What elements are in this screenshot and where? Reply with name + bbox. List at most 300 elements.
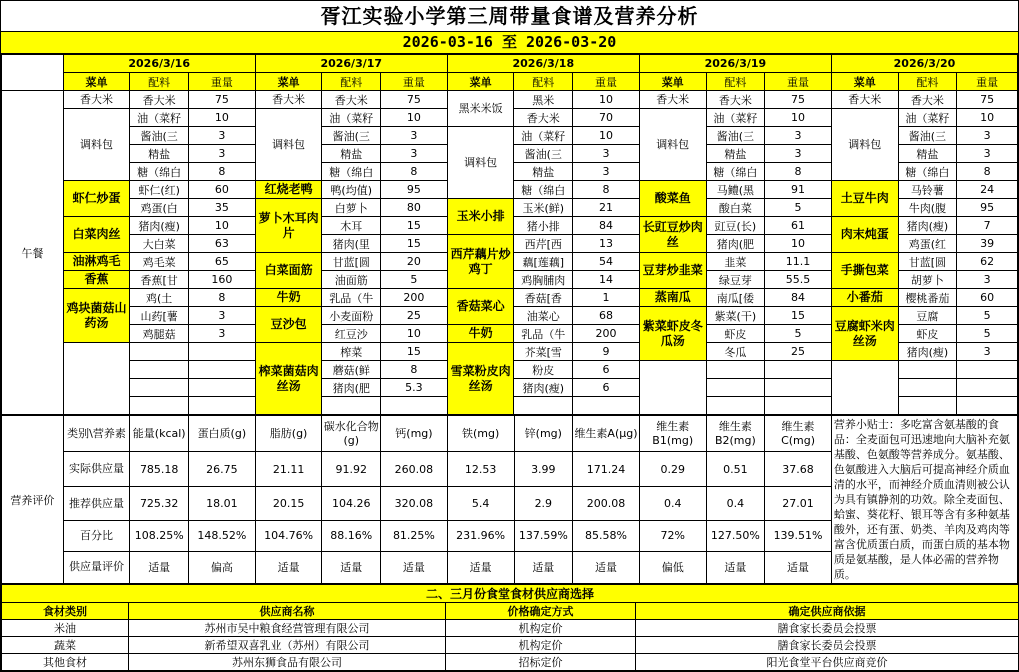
ingredient-cell: 油（菜籽 [706, 109, 765, 127]
nutrition-value: 104.76% [255, 521, 322, 551]
weight-cell: 75 [957, 91, 1018, 109]
weight-cell: 91 [765, 181, 832, 199]
ingredient-cell: 香大米 [706, 91, 765, 109]
dish-name: 豆芽炒韭菜 [639, 253, 706, 289]
weight-cell: 3 [188, 307, 255, 325]
nutrition-value: 81.25% [381, 521, 448, 551]
nutrition-value: 27.01 [765, 486, 832, 520]
nutrient-header: 脂肪(g) [255, 416, 322, 452]
weight-cell: 3 [573, 163, 640, 181]
ingredient-cell: 鸡毛菜 [130, 253, 189, 271]
dish-name: 萝卜木耳肉片 [255, 199, 322, 253]
ingredient-cell: 猪肉(肥 [322, 379, 381, 397]
col-ingredient: 配料 [898, 73, 957, 91]
supplier-cell: 阳光食堂平台供应商竞价 [636, 654, 1019, 671]
col-weight: 重量 [957, 73, 1018, 91]
dish-name: 长豇豆炒肉丝 [639, 217, 706, 253]
weight-cell: 5 [381, 271, 448, 289]
ingredient-cell: 马铃薯 [898, 181, 957, 199]
weight-cell: 68 [573, 307, 640, 325]
dish-name: 香大米 [639, 91, 706, 109]
ingredient-cell: 猪肉(肥 [706, 235, 765, 253]
ingredient-cell: 藕[莲藕] [514, 253, 573, 271]
nutrition-value: 85.58% [573, 521, 640, 551]
ingredient-cell: 糖（绵白 [322, 163, 381, 181]
ingredient-cell [130, 361, 189, 379]
weight-cell: 1 [573, 289, 640, 307]
supplier-header: 食材类别 [2, 603, 129, 620]
weight-cell: 6 [573, 361, 640, 379]
ingredient-cell: 糖（绵白 [514, 181, 573, 199]
ingredient-cell: 猪肉(瘦) [514, 379, 573, 397]
dish-name: 白菜面筋 [255, 253, 322, 289]
supplier-cell: 膳食家长委员会投票 [636, 637, 1019, 654]
ingredient-cell [706, 379, 765, 397]
dish-name [639, 361, 706, 415]
ingredient-cell: 香大米 [322, 91, 381, 109]
weight-cell: 5 [765, 325, 832, 343]
nutrition-value: 231.96% [447, 521, 514, 551]
nutrient-header: 维生素C(mg) [765, 416, 832, 452]
supplier-header: 价格确定方式 [446, 603, 636, 620]
dish-name: 香大米 [831, 91, 898, 109]
ingredient-cell: 豇豆(长) [706, 217, 765, 235]
col-dish: 菜单 [255, 73, 322, 91]
nutrition-value: 18.01 [189, 486, 256, 520]
ingredient-cell: 猪肉(瘦) [130, 217, 189, 235]
nutrition-value: 171.24 [573, 452, 640, 486]
dish-name: 调料包 [639, 109, 706, 181]
weight-cell: 65 [188, 253, 255, 271]
weight-cell: 8 [188, 163, 255, 181]
dish-name: 豆腐虾米肉丝汤 [831, 307, 898, 361]
ingredient-cell: 紫菜(干) [706, 307, 765, 325]
weight-cell: 61 [765, 217, 832, 235]
ingredient-cell: 虾皮 [898, 325, 957, 343]
ingredient-cell: 黑米 [514, 91, 573, 109]
col-dish: 菜单 [63, 73, 130, 91]
ingredient-cell: 木耳 [322, 217, 381, 235]
weight-cell [381, 397, 448, 415]
weight-cell: 10 [765, 109, 832, 127]
meal-label: 午餐 [2, 91, 64, 415]
nutrition-value: 21.11 [255, 452, 322, 486]
ingredient-cell: 白萝卜 [322, 199, 381, 217]
weight-cell: 3 [957, 145, 1018, 163]
weight-cell: 54 [573, 253, 640, 271]
nutrition-value: 偏低 [639, 551, 706, 583]
page-title: 胥江实验小学第三周带量食谱及营养分析 [1, 1, 1018, 32]
nutrition-value: 88.16% [322, 521, 381, 551]
ingredient-cell [322, 397, 381, 415]
date-range: 2026-03-16 至 2026-03-20 [1, 32, 1018, 54]
weight-cell: 3 [188, 145, 255, 163]
day-date: 2026/3/17 [255, 55, 447, 73]
ingredient-cell: 胡萝卜 [898, 271, 957, 289]
ingredient-cell: 糖（绵白 [706, 163, 765, 181]
weight-cell: 3 [957, 343, 1018, 361]
nutrient-header: 维生素B1(mg) [639, 416, 706, 452]
ingredient-cell [130, 397, 189, 415]
nutrition-value: 适量 [255, 551, 322, 583]
col-dish: 菜单 [639, 73, 706, 91]
ingredient-cell: 鸡(土 [130, 289, 189, 307]
nutrition-value: 72% [639, 521, 706, 551]
col-weight: 重量 [381, 73, 448, 91]
dish-name: 雪菜粉皮肉丝汤 [447, 343, 514, 415]
ingredient-cell [898, 397, 957, 415]
weight-cell: 10 [381, 109, 448, 127]
ingredient-cell: 豆腐 [898, 307, 957, 325]
ingredient-cell: 冬瓜 [706, 343, 765, 361]
weight-cell: 8 [765, 163, 832, 181]
weight-cell [573, 397, 640, 415]
weight-cell: 62 [957, 253, 1018, 271]
weight-cell: 3 [188, 325, 255, 343]
nutrition-value: 适量 [765, 551, 832, 583]
ingredient-cell: 玉米(鲜) [514, 199, 573, 217]
nutrition-value: 91.92 [322, 452, 381, 486]
col-weight: 重量 [765, 73, 832, 91]
ingredient-cell: 鸭(均值) [322, 181, 381, 199]
dish-name: 酸菜鱼 [639, 181, 706, 217]
supplier-table [1, 584, 1019, 671]
ingredient-cell: 红豆沙 [322, 325, 381, 343]
weight-cell: 75 [188, 91, 255, 109]
day-date: 2026/3/19 [639, 55, 831, 73]
weight-cell: 24 [957, 181, 1018, 199]
dish-name: 红烧老鸭 [255, 181, 322, 199]
nutrition-value: 0.4 [706, 486, 765, 520]
nutrition-value: 适量 [706, 551, 765, 583]
nutrition-value: 适量 [381, 551, 448, 583]
supplier-header: 确定供应商依据 [636, 603, 1019, 620]
ingredient-cell: 酱油(三 [706, 127, 765, 145]
weight-cell: 14 [573, 271, 640, 289]
nutrition-value: 725.32 [130, 486, 189, 520]
dish-name: 油淋鸡毛 [63, 253, 130, 271]
weight-cell: 3 [381, 145, 448, 163]
ingredient-cell: 酸白菜 [706, 199, 765, 217]
nutrition-value: 适量 [514, 551, 573, 583]
ingredient-cell: 香大米 [130, 91, 189, 109]
weight-cell [765, 397, 832, 415]
weight-cell: 8 [957, 163, 1018, 181]
weight-cell: 84 [765, 289, 832, 307]
nutrition-value: 0.4 [639, 486, 706, 520]
ingredient-cell: 油（菜籽 [898, 109, 957, 127]
nutrition-value: 适量 [322, 551, 381, 583]
dish-name: 香大米 [255, 91, 322, 109]
nutrition-value: 适量 [130, 551, 189, 583]
weight-cell: 8 [381, 163, 448, 181]
ingredient-cell: 油（菜籽 [514, 127, 573, 145]
ingredient-cell: 精盐 [322, 145, 381, 163]
nutrition-section-label: 营养评价 [2, 416, 64, 584]
nutrient-header: 铁(mg) [447, 416, 514, 452]
ingredient-cell: 猪肉(瘦) [898, 343, 957, 361]
day-date: 2026/3/16 [63, 55, 255, 73]
weight-cell: 25 [381, 307, 448, 325]
weight-cell: 60 [188, 181, 255, 199]
weight-cell: 55.5 [765, 271, 832, 289]
supplier-cell: 机构定价 [446, 620, 636, 637]
dish-name [831, 361, 898, 415]
weight-cell: 3 [765, 145, 832, 163]
dish-name: 调料包 [831, 109, 898, 181]
ingredient-cell: 猪小排 [514, 217, 573, 235]
ingredient-cell [706, 361, 765, 379]
dish-name: 牛奶 [447, 325, 514, 343]
ingredient-cell: 山药[薯 [130, 307, 189, 325]
weight-cell: 3 [381, 127, 448, 145]
weight-cell: 3 [765, 127, 832, 145]
nutrition-row-label: 推荐供应量 [63, 486, 130, 520]
dish-name: 虾仁炒蛋 [63, 181, 130, 217]
dish-name: 豆沙包 [255, 307, 322, 343]
weight-cell: 8 [188, 289, 255, 307]
weight-cell: 13 [573, 235, 640, 253]
weight-cell: 15 [381, 343, 448, 361]
ingredient-cell: 酱油(三 [130, 127, 189, 145]
nutrient-header: 锌(mg) [514, 416, 573, 452]
weight-cell: 95 [957, 199, 1018, 217]
dish-name: 黑米米饭 [447, 91, 514, 127]
ingredient-cell: 糖（绵白 [898, 163, 957, 181]
supplier-cell: 蔬菜 [2, 637, 129, 654]
dish-name: 土豆牛肉 [831, 181, 898, 217]
dish-name: 小番茄 [831, 289, 898, 307]
ingredient-cell: 西芹[西 [514, 235, 573, 253]
weight-cell: 3 [957, 127, 1018, 145]
nutrition-value: 137.59% [514, 521, 573, 551]
ingredient-cell: 糖（绵白 [130, 163, 189, 181]
weight-cell [765, 361, 832, 379]
weight-cell: 5.3 [381, 379, 448, 397]
nutrition-value: 104.26 [322, 486, 381, 520]
nutrition-value: 12.53 [447, 452, 514, 486]
nutrition-value: 127.50% [706, 521, 765, 551]
ingredient-cell: 牛肉(腹 [898, 199, 957, 217]
ingredient-cell: 猪肉(里 [322, 235, 381, 253]
weight-cell [188, 343, 255, 361]
col-weight: 重量 [573, 73, 640, 91]
weight-cell: 60 [957, 289, 1018, 307]
dish-name: 香大米 [63, 91, 130, 109]
ingredient-cell: 油菜心 [514, 307, 573, 325]
ingredient-cell: 酱油(三 [514, 145, 573, 163]
ingredient-cell: 香菇[香 [514, 289, 573, 307]
ingredient-cell [898, 379, 957, 397]
weight-cell: 9 [573, 343, 640, 361]
day-date: 2026/3/18 [447, 55, 639, 73]
nutrition-value: 0.29 [639, 452, 706, 486]
nutrition-value: 148.52% [189, 521, 256, 551]
ingredient-cell: 虾皮 [706, 325, 765, 343]
supplier-cell: 机构定价 [446, 637, 636, 654]
nutrition-row-label: 实际供应量 [63, 452, 130, 486]
weight-cell: 160 [188, 271, 255, 289]
col-dish: 菜单 [831, 73, 898, 91]
nutrient-header: 能量(kcal) [130, 416, 189, 452]
ingredient-cell: 马鳢(黑 [706, 181, 765, 199]
dish-name: 牛奶 [255, 289, 322, 307]
weight-cell: 7 [957, 217, 1018, 235]
ingredient-cell: 精盐 [898, 145, 957, 163]
ingredient-cell [706, 397, 765, 415]
ingredient-cell: 蘑菇(鲜 [322, 361, 381, 379]
ingredient-cell: 粉皮 [514, 361, 573, 379]
dish-name: 肉末炖蛋 [831, 217, 898, 253]
dish-name: 蒸南瓜 [639, 289, 706, 307]
nutrition-value: 26.75 [189, 452, 256, 486]
weight-cell: 15 [765, 307, 832, 325]
dish-name: 调料包 [447, 127, 514, 199]
weight-cell [188, 397, 255, 415]
meal-header-blank [2, 55, 64, 91]
weight-cell: 21 [573, 199, 640, 217]
nutrition-row-label: 供应量评价 [63, 551, 130, 583]
nutrition-header-label: 类别\营养素 [63, 416, 130, 452]
supplier-cell: 米油 [2, 620, 129, 637]
nutrient-header: 维生素B2(mg) [706, 416, 765, 452]
ingredient-cell: 南瓜[倭 [706, 289, 765, 307]
col-weight: 重量 [188, 73, 255, 91]
col-ingredient: 配料 [514, 73, 573, 91]
weight-cell: 10 [188, 109, 255, 127]
dish-name: 香蕉 [63, 271, 130, 289]
weight-cell: 200 [573, 325, 640, 343]
weight-cell [188, 379, 255, 397]
nutrition-value: 5.4 [447, 486, 514, 520]
ingredient-cell: 绿豆芽 [706, 271, 765, 289]
dish-name [63, 343, 130, 415]
ingredient-cell: 乳品（牛 [322, 289, 381, 307]
dish-name: 鸡块菌菇山药汤 [63, 289, 130, 343]
dish-name: 手撕包菜 [831, 253, 898, 289]
nutrition-tip: 营养小贴士：多吃富含氨基酸的食品：全麦面包可迅速地向大脑补充氨基酸、色氨酸等营养成分。氨基酸、色氨酸进入大脑后可提高神经介质血清的水平，而神经介质血清则被公认为具有镇静剂的功效。除全麦面包、蛤蜜、葵花籽、银耳等含有多种氨基酸外，还有蛋、奶类、羊肉及鸡肉等富含优质蛋白质，而蛋白质的基本物质是氨基酸，是人体必需的营养物质。 [831, 416, 1017, 584]
weight-cell: 84 [573, 217, 640, 235]
dish-name: 调料包 [255, 109, 322, 181]
ingredient-cell: 虾仁(红) [130, 181, 189, 199]
day-date: 2026/3/20 [831, 55, 1017, 73]
supplier-cell: 新希望双喜乳业（苏州）有限公司 [129, 637, 446, 654]
weight-cell: 10 [381, 325, 448, 343]
ingredient-cell: 榨菜 [322, 343, 381, 361]
menu-table [1, 54, 1018, 415]
nutrient-header: 钙(mg) [381, 416, 448, 452]
weight-cell: 70 [573, 109, 640, 127]
weight-cell: 6 [573, 379, 640, 397]
nutrition-value: 139.51% [765, 521, 832, 551]
weight-cell: 10 [765, 235, 832, 253]
weight-cell: 35 [188, 199, 255, 217]
ingredient-cell: 鸡胸脯肉 [514, 271, 573, 289]
nutrition-value: 偏高 [189, 551, 256, 583]
ingredient-cell: 香大米 [514, 109, 573, 127]
weight-cell: 10 [957, 109, 1018, 127]
col-ingredient: 配料 [706, 73, 765, 91]
col-ingredient: 配料 [322, 73, 381, 91]
supplier-cell: 膳食家长委员会投票 [636, 620, 1019, 637]
supplier-section-title: 二、三月份食堂食材供应商选择 [2, 585, 1019, 603]
nutrition-value: 20.15 [255, 486, 322, 520]
ingredient-cell: 鸡蛋(白 [130, 199, 189, 217]
weight-cell: 3 [957, 271, 1018, 289]
supplier-cell: 苏州东狮食品有限公司 [129, 654, 446, 671]
ingredient-cell: 大白菜 [130, 235, 189, 253]
nutrient-header: 碳水化合物(g) [322, 416, 381, 452]
nutrition-table [1, 415, 1018, 584]
nutrition-value: 适量 [447, 551, 514, 583]
weight-cell [765, 379, 832, 397]
weight-cell: 11.1 [765, 253, 832, 271]
weight-cell: 95 [381, 181, 448, 199]
supplier-cell: 招标定价 [446, 654, 636, 671]
ingredient-cell: 鸡蛋(红 [898, 235, 957, 253]
ingredient-cell: 甘蓝[圆 [898, 253, 957, 271]
nutrition-value: 200.08 [573, 486, 640, 520]
dish-name: 玉米小排 [447, 199, 514, 235]
dish-name: 紫菜虾皮冬瓜汤 [639, 307, 706, 361]
nutrient-header: 维生素A(μg) [573, 416, 640, 452]
ingredient-cell: 油（菜籽 [322, 109, 381, 127]
ingredient-cell [898, 361, 957, 379]
nutrition-value: 37.68 [765, 452, 832, 486]
weight-cell: 3 [188, 127, 255, 145]
supplier-cell: 其他食材 [2, 654, 129, 671]
ingredient-cell: 香大米 [898, 91, 957, 109]
ingredient-cell: 韭菜 [706, 253, 765, 271]
ingredient-cell: 芥菜[雪 [514, 343, 573, 361]
weight-cell [957, 379, 1018, 397]
ingredient-cell: 精盐 [514, 163, 573, 181]
ingredient-cell: 油（菜籽 [130, 109, 189, 127]
nutrition-value: 320.08 [381, 486, 448, 520]
ingredient-cell: 乳品（牛 [514, 325, 573, 343]
weight-cell [957, 361, 1018, 379]
supplier-cell: 苏州市吴中粮食经营管理有限公司 [129, 620, 446, 637]
ingredient-cell: 酱油(三 [898, 127, 957, 145]
weight-cell: 15 [381, 217, 448, 235]
dish-name: 香菇菜心 [447, 289, 514, 325]
weight-cell: 15 [381, 235, 448, 253]
ingredient-cell [514, 397, 573, 415]
ingredient-cell: 酱油(三 [322, 127, 381, 145]
ingredient-cell: 猪肉(瘦) [898, 217, 957, 235]
nutrition-row-label: 百分比 [63, 521, 130, 551]
ingredient-cell: 香蕉[甘 [130, 271, 189, 289]
ingredient-cell [130, 379, 189, 397]
nutrient-header: 蛋白质(g) [189, 416, 256, 452]
nutrition-value: 适量 [573, 551, 640, 583]
weight-cell: 5 [957, 325, 1018, 343]
dish-name: 榨菜菌菇肉丝汤 [255, 343, 322, 415]
supplier-header: 供应商名称 [129, 603, 446, 620]
weight-cell [957, 397, 1018, 415]
dish-name: 西芹藕片炒鸡丁 [447, 235, 514, 289]
weight-cell: 63 [188, 235, 255, 253]
dish-name: 调料包 [63, 109, 130, 181]
nutrition-value: 108.25% [130, 521, 189, 551]
ingredient-cell: 鸡腿菇 [130, 325, 189, 343]
weight-cell: 75 [765, 91, 832, 109]
weight-cell: 3 [573, 145, 640, 163]
ingredient-cell: 油面筋 [322, 271, 381, 289]
nutrition-value: 2.9 [514, 486, 573, 520]
weight-cell: 75 [381, 91, 448, 109]
ingredient-cell: 樱桃番茄 [898, 289, 957, 307]
